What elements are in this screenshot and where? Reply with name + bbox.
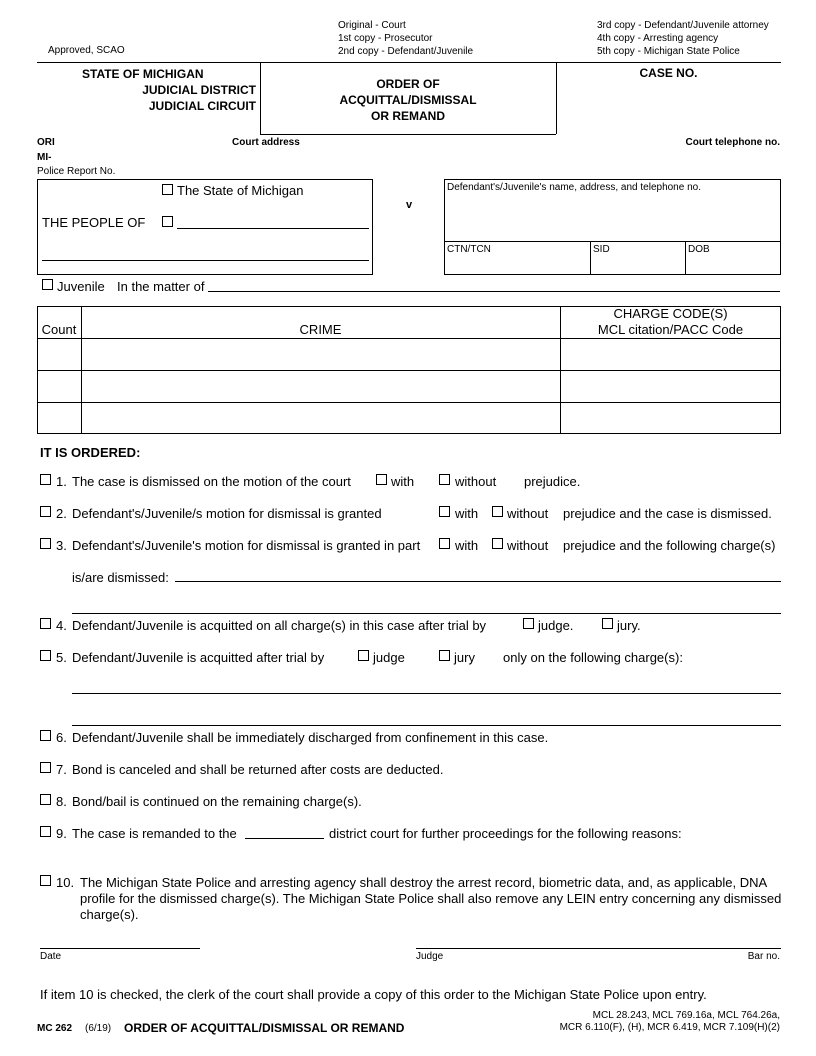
row-1-count[interactable]: [38, 339, 81, 370]
copy-fifth: 5th copy - Michigan State Police: [597, 46, 740, 57]
item-3-without-label: without: [507, 538, 549, 553]
case-no-label: CASE NO.: [639, 66, 698, 80]
row-2-count[interactable]: [38, 371, 81, 402]
item-4-judge-label: judge.: [538, 618, 574, 633]
copy-distribution-right: [597, 19, 769, 58]
item-9-number: 9.: [56, 826, 67, 841]
judge-signature-line[interactable]: [416, 948, 781, 949]
dob-label: DOB: [688, 244, 710, 255]
row-1-crime[interactable]: [82, 339, 560, 370]
item-6-number: 6.: [56, 730, 67, 745]
copy-second: 2nd copy - Defendant/Juvenile: [338, 46, 474, 57]
people-of-label: THE PEOPLE OF: [42, 215, 146, 230]
caption-top-rule: [37, 62, 781, 63]
versus-label: v: [406, 199, 413, 211]
item-2-with-checkbox[interactable]: [439, 506, 450, 517]
judicial-circuit: JUDICIAL CIRCUIT: [148, 99, 256, 113]
item-10-number: 10.: [56, 875, 75, 890]
copy-third: 3rd copy - Defendant/Juvenile attorney: [597, 20, 769, 31]
item-7-text: Bond is canceled and shall be returned after costs are deducted.: [72, 762, 444, 777]
approved-scao: Approved, SCAO: [48, 45, 125, 56]
item-6-text: Defendant/Juvenile shall be immediately discharged from confinement in this case.: [72, 730, 549, 745]
item-1-number: 1.: [56, 474, 67, 489]
court-caption: [48, 66, 256, 114]
item-10-line-2: profile for the dismissed charge(s). The Michigan State Police shall also remove any LEIN entry concerning any dismissed: [80, 891, 782, 906]
item-9-district-line[interactable]: [245, 838, 324, 839]
item-3-dismissed-label: is/are dismissed:: [72, 570, 169, 585]
item-5-checkbox[interactable]: [40, 650, 51, 661]
item-5-charges-line-1[interactable]: [72, 693, 781, 694]
item-5-judge-label: judge: [373, 650, 405, 665]
item-5-charges-line-2[interactable]: [72, 725, 781, 726]
copy-distribution-left: [338, 19, 473, 58]
item-3-tail: prejudice and the following charge(s): [563, 538, 776, 553]
juvenile-checkbox[interactable]: [42, 279, 53, 290]
caption-divider-left: [260, 62, 261, 134]
state-of-michigan-checkbox[interactable]: [162, 184, 173, 195]
item-4-jury-checkbox[interactable]: [602, 618, 613, 629]
item-9-text-a: The case is remanded to the: [72, 826, 237, 841]
form-title-line-3: OR REMAND: [371, 109, 445, 123]
copy-fourth: 4th copy - Arresting agency: [597, 33, 719, 44]
ctn-sid-divider: [590, 241, 591, 275]
row-3-code[interactable]: [561, 403, 780, 434]
item-1-tail: prejudice.: [524, 474, 581, 489]
item-10-checkbox[interactable]: [40, 875, 51, 886]
row-1-code[interactable]: [561, 339, 780, 370]
it-is-ordered-heading: IT IS ORDERED:: [40, 445, 141, 460]
item-3-with-checkbox[interactable]: [439, 538, 450, 549]
judge-label: Judge: [416, 951, 444, 962]
item-4-judge-checkbox[interactable]: [523, 618, 534, 629]
caption-title-bottom-rule: [260, 134, 556, 135]
item-2-without-checkbox[interactable]: [492, 506, 503, 517]
item-1-with-label: with: [391, 474, 415, 489]
plaintiff-extra-line[interactable]: [42, 260, 369, 261]
footer-form-title: ORDER OF ACQUITTAL/DISMISSAL OR REMAND: [124, 1021, 405, 1035]
item-8-checkbox[interactable]: [40, 794, 51, 805]
state-of-michigan: STATE OF MICHIGAN: [82, 67, 204, 81]
item-9-checkbox[interactable]: [40, 826, 51, 837]
charge-code-header-line-2: MCL citation/PACC Code: [597, 322, 744, 337]
item-5-number: 5.: [56, 650, 67, 665]
item-2-number: 2.: [56, 506, 67, 521]
copy-first: 1st copy - Prosecutor: [338, 33, 433, 44]
item-3-with-label: with: [455, 538, 479, 553]
copy-original: Original - Court: [338, 20, 406, 31]
row-2-crime[interactable]: [82, 371, 560, 402]
item-1-without-checkbox[interactable]: [439, 474, 450, 485]
matter-of-label: In the matter of: [117, 279, 205, 294]
form-title-line-2: ACQUITTAL/DISMISSAL: [339, 93, 477, 107]
form-title-line-1: ORDER OF: [376, 77, 440, 91]
sid-label: SID: [593, 244, 610, 255]
ori-label: ORI: [37, 137, 55, 148]
item-4-number: 4.: [56, 618, 67, 633]
footer-note: If item 10 is checked, the clerk of the court shall provide a copy of this order to the Michigan State Police upon entry.: [40, 987, 707, 1002]
form-title: [262, 76, 554, 124]
item-5-tail: only on the following charge(s):: [503, 650, 683, 665]
item-7-number: 7.: [56, 762, 67, 777]
form-revision: (6/19): [85, 1023, 112, 1034]
item-2-with-label: with: [455, 506, 479, 521]
case-no-field[interactable]: [560, 84, 776, 130]
count-header: Count: [41, 322, 77, 337]
item-1-text: The case is dismissed on the motion of the court: [72, 474, 351, 489]
juvenile-label: Juvenile: [57, 279, 105, 294]
item-2-without-label: without: [507, 506, 549, 521]
legal-citations: [480, 1010, 780, 1034]
judicial-district: JUDICIAL DISTRICT: [142, 83, 256, 97]
item-3-extra-line[interactable]: [72, 613, 781, 614]
state-of-michigan-label: The State of Michigan: [177, 183, 304, 198]
item-1-without-label: without: [455, 474, 497, 489]
item-10-line-3: charge(s).: [80, 907, 139, 922]
matter-of-line[interactable]: [208, 291, 780, 292]
item-6-checkbox[interactable]: [40, 730, 51, 741]
bar-no-label: Bar no.: [747, 951, 780, 962]
item-3-checkbox[interactable]: [40, 538, 51, 549]
item-8-text: Bond/bail is continued on the remaining charge(s).: [72, 794, 362, 809]
item-9-text-b: district court for further proceedings for the following reasons:: [329, 826, 682, 841]
citations-line-1: MCL 28.243, MCL 769.16a, MCL 764.26a,: [592, 1010, 780, 1021]
item-2-text: Defendant's/Juvenile/s motion for dismissal is granted: [72, 506, 382, 521]
item-10-line-1: The Michigan State Police and arresting agency shall destroy the arrest record, biometric data, and, as applicable, DNA: [80, 875, 768, 890]
item-3-dismissed-line[interactable]: [175, 581, 781, 582]
row-3-count[interactable]: [38, 403, 81, 434]
item-10-text: [80, 875, 781, 923]
row-3-crime[interactable]: [82, 403, 560, 434]
date-label: Date: [40, 951, 62, 962]
crime-header: CRIME: [299, 322, 342, 337]
charge-code-header: [560, 306, 781, 338]
item-1-checkbox[interactable]: [40, 474, 51, 485]
item-4-jury-label: jury.: [617, 618, 641, 633]
charge-code-header-line-1: CHARGE CODE(S): [613, 306, 728, 321]
item-3-number: 3.: [56, 538, 67, 553]
item-5-jury-label: jury: [454, 650, 475, 665]
people-of-other-checkbox[interactable]: [162, 216, 173, 227]
item-5-text: Defendant/Juvenile is acquitted after trial by: [72, 650, 325, 665]
date-line[interactable]: [40, 948, 200, 949]
citations-line-2: MCR 6.110(F), (H), MCR 6.419, MCR 7.109(H)(2): [559, 1022, 780, 1033]
mi-label: MI-: [37, 152, 52, 163]
item-4-text: Defendant/Juvenile is acquitted on all charge(s) in this case after trial by: [72, 618, 487, 633]
item-3-without-checkbox[interactable]: [492, 538, 503, 549]
sid-dob-divider: [685, 241, 686, 275]
item-7-checkbox[interactable]: [40, 762, 51, 773]
police-report-label: Police Report No.: [37, 166, 116, 177]
court-phone-label: Court telephone no.: [685, 137, 780, 148]
people-of-other-line[interactable]: [177, 228, 369, 229]
item-1-with-checkbox[interactable]: [376, 474, 387, 485]
form-number: MC 262: [37, 1023, 73, 1034]
defendant-field[interactable]: [447, 196, 777, 238]
item-3-text: Defendant's/Juvenile's motion for dismissal is granted in part: [72, 538, 421, 553]
item-2-checkbox[interactable]: [40, 506, 51, 517]
item-8-number: 8.: [56, 794, 67, 809]
item-5-judge-checkbox[interactable]: [358, 650, 369, 661]
defendant-label: Defendant's/Juvenile's name, address, and telephone no.: [447, 182, 701, 193]
defendant-id-rule: [444, 241, 781, 242]
court-address-label: Court address: [232, 137, 300, 148]
item-4-checkbox[interactable]: [40, 618, 51, 629]
row-2-code[interactable]: [561, 371, 780, 402]
ctn-label: CTN/TCN: [447, 244, 491, 255]
item-5-jury-checkbox[interactable]: [439, 650, 450, 661]
item-2-tail: prejudice and the case is dismissed.: [563, 506, 772, 521]
